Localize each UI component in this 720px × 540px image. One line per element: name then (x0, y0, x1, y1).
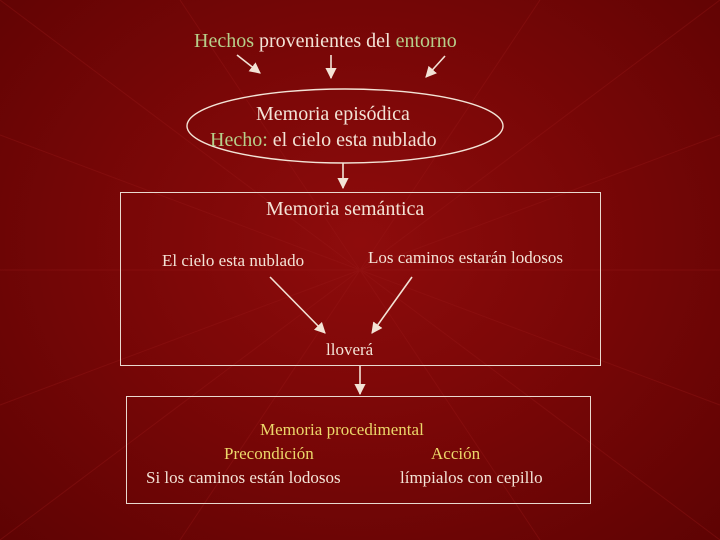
procedural-memory-box (126, 396, 591, 504)
action-text: límpialos con cepillo (400, 468, 543, 487)
arrow-hechos-to-episodic (237, 55, 260, 73)
provenientes-label: provenientes del (258, 30, 391, 52)
hechos-label: Hechos (194, 30, 254, 52)
action-label: Acción (431, 444, 481, 463)
precondition-text: Si los caminos están lodosos (146, 468, 341, 487)
premise-left: El cielo esta nublado (162, 251, 305, 270)
top-input-line (194, 31, 457, 51)
hecho-label: Hecho: (210, 129, 268, 151)
semantic-memory-title: Memoria semántica (266, 198, 425, 220)
episodic-memory-title: Memoria episódica (256, 103, 410, 125)
conclusion-llovera: lloverá (326, 340, 374, 359)
episodic-fact-line (210, 130, 437, 150)
hecho-text: el cielo esta nublado (272, 129, 437, 151)
arrow-entorno-to-episodic (426, 56, 445, 77)
entorno-label: entorno (395, 30, 457, 52)
premise-right: Los caminos estarán lodosos (368, 248, 563, 267)
procedural-memory-title: Memoria procedimental (260, 420, 424, 439)
precondition-label: Precondición (224, 444, 314, 463)
episodic-memory-ellipse (187, 89, 503, 163)
